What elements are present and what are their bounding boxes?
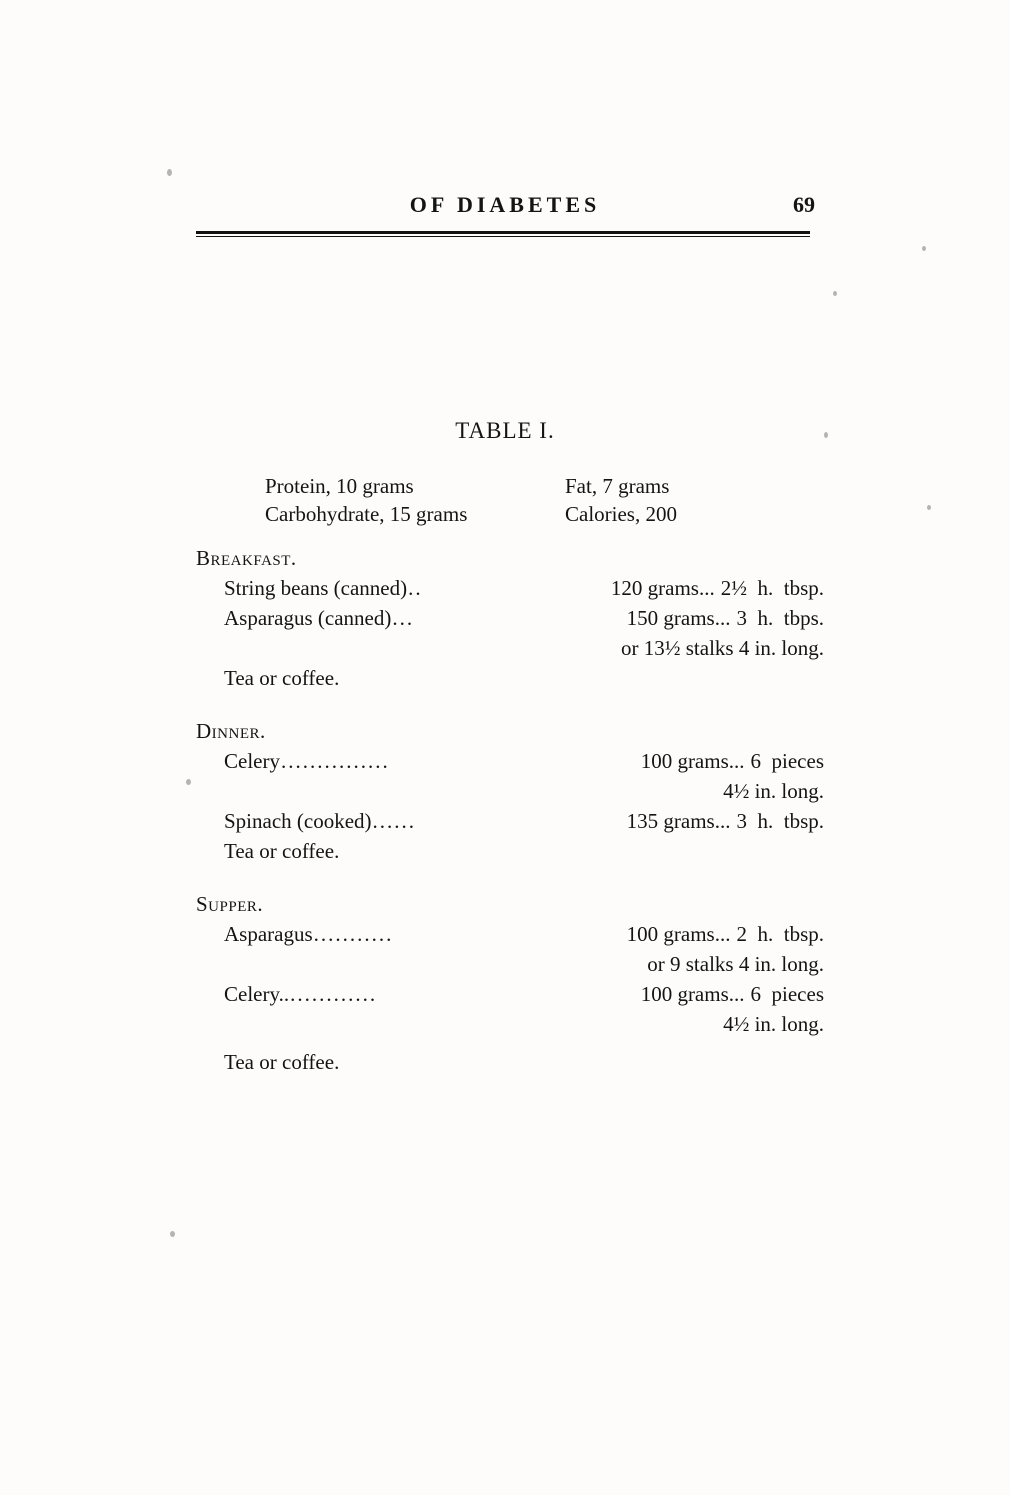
summary-row: [265, 500, 795, 528]
beverage-line: Tea or coffee.: [224, 839, 340, 863]
scan-speck: [170, 1231, 175, 1237]
leader-dots: ...........: [313, 922, 394, 946]
leader-dots: ..: [408, 576, 423, 600]
running-head-title: OF DIABETES: [409, 192, 601, 217]
meal-lines: [224, 919, 836, 1077]
header-rule: [196, 231, 810, 237]
meal-name: Supper.: [196, 892, 264, 916]
page-number: 69: [793, 192, 815, 217]
fat-value: Fat, 7 grams: [565, 474, 670, 498]
food-item: String beans (canned): [224, 576, 408, 600]
meal-name: Dinner.: [196, 719, 266, 743]
meal-name: Breakfast.: [196, 546, 297, 570]
food-continuation: or 9 stalks 4 in. long.: [647, 952, 824, 976]
food-measure: 2½ h. tbsp.: [720, 576, 824, 600]
beverage-line: Tea or coffee.: [224, 666, 340, 690]
meal-breakfast: [196, 546, 836, 693]
food-amount: 100 grams...: [626, 922, 731, 946]
meal-supper: [196, 892, 836, 1077]
leader-dots: ...............: [280, 749, 390, 773]
scan-speck: [167, 169, 172, 176]
food-continuation: 4½ in. long.: [723, 1012, 824, 1036]
running-head: [195, 192, 815, 218]
food-line: [224, 979, 824, 1009]
food-amount: 150 grams...: [626, 606, 731, 630]
scan-speck: [186, 779, 191, 785]
food-measure: 6 pieces: [750, 749, 824, 773]
food-measure: 6 pieces: [750, 982, 824, 1006]
food-item: Asparagus (canned): [224, 606, 392, 630]
food-measure: 3 h. tbsp.: [736, 809, 824, 833]
summary-row: [265, 472, 795, 500]
meal-list: [196, 546, 836, 1099]
food-amount: 100 grams...: [640, 749, 745, 773]
food-line: [224, 573, 824, 603]
meal-dinner: [196, 719, 836, 866]
food-measure: 3 h. tbps.: [736, 606, 824, 630]
scan-speck: [927, 505, 931, 510]
food-line: [224, 806, 824, 836]
calories-value: Calories, 200: [565, 502, 677, 526]
protein-value: Protein, 10 grams: [265, 474, 414, 498]
food-item: Celery: [224, 749, 280, 773]
scan-speck: [922, 246, 926, 251]
food-line: [224, 746, 824, 776]
food-item: Spinach (cooked): [224, 809, 372, 833]
food-continuation: or 13½ stalks 4 in. long.: [621, 636, 824, 660]
food-line: [224, 919, 824, 949]
leader-dots: ......: [372, 809, 417, 833]
leader-dots: ...: [392, 606, 415, 630]
food-measure: 2 h. tbsp.: [736, 922, 824, 946]
carbohydrate-value: Carbohydrate, 15 grams: [265, 502, 468, 526]
food-amount: 120 grams...: [610, 576, 715, 600]
scan-speck: [833, 291, 837, 296]
food-item: Celery..: [224, 982, 290, 1006]
nutrient-summary: [265, 472, 795, 528]
leader-dots: ............: [290, 982, 378, 1006]
meal-lines: [224, 573, 836, 693]
food-item: Asparagus: [224, 922, 313, 946]
food-amount: 135 grams...: [626, 809, 731, 833]
beverage-line: Tea or coffee.: [224, 1050, 340, 1074]
meal-lines: [224, 746, 836, 866]
food-line: [224, 603, 824, 633]
table-title: TABLE I.: [455, 418, 555, 443]
food-amount: 100 grams...: [640, 982, 745, 1006]
food-continuation: 4½ in. long.: [723, 779, 824, 803]
